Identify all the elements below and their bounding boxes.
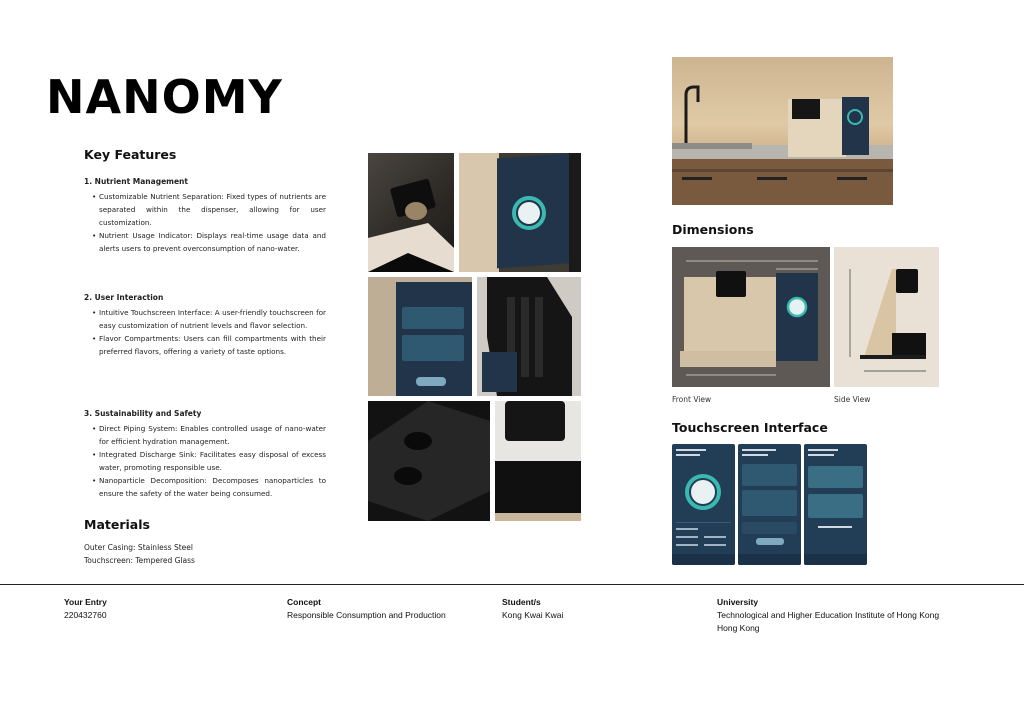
feature-item: • Intuitive Touchscreen Interface: A user-friendly touchscreen for easy customization of nutrient levels and flavor selection. [92,306,326,332]
front-view-drawing [672,247,830,387]
render-screen-angle [459,153,581,272]
entry-value: 220432760 [64,610,107,620]
feature-item: • Flavor Compartments: Users can fill compartments with their preferred flavors, offering a variety of taste options. [92,332,326,358]
render-compartments [477,277,581,396]
materials-heading: Materials [84,517,150,532]
screen-usage [672,444,735,565]
screen-settings [804,444,867,565]
feature-item: • Nanoparticle Decomposition: Decomposes nanoparticles to ensure the safety of the water being consumed. [92,474,326,500]
page-title: NANOMY [46,70,283,124]
footer-divider [0,584,1024,585]
feature-group-3 [84,407,326,500]
render-sink-tray [495,401,581,521]
students-label: Student/s [502,597,541,607]
material-line: Touchscreen: Tempered Glass [84,556,195,565]
side-view-drawing [834,247,939,387]
university-label: University [717,597,759,607]
footer-university [717,596,939,635]
feature-group-heading: 2. User Interaction [84,293,164,302]
key-features-heading: Key Features [84,147,177,162]
render-screen-front [368,277,472,396]
footer-students [502,596,563,622]
render-compartment-top [368,401,490,521]
feature-item: • Direct Piping System: Enables controlled usage of nano-water for efficient hydration management. [92,422,326,448]
side-view-caption: Side View [834,395,871,404]
kitchen-photo [672,57,893,205]
footer-concept [287,596,446,622]
feature-group-heading: 3. Sustainability and Safety [84,409,202,418]
concept-label: Concept [287,597,321,607]
feature-item: • Nutrient Usage Indicator: Displays real-time usage data and alerts users to prevent overconsumption of nano-water. [92,229,326,255]
footer-entry [64,596,107,622]
render-nozzle-closeup [368,153,454,272]
material-line: Outer Casing: Stainless Steel [84,543,193,552]
materials-list [84,541,195,567]
front-view-caption: Front View [672,395,712,404]
concept-value: Responsible Consumption and Production [287,610,446,620]
feature-item: • Customizable Nutrient Separation: Fixed types of nutrients are separated within the dispenser, allowing for user customization. [92,190,326,229]
screen-customize [738,444,801,565]
feature-group-heading: 1. Nutrient Management [84,177,188,186]
feature-group-1 [84,175,326,255]
feature-item: • Integrated Discharge Sink: Facilitates easy disposal of excess water, promoting responsible use. [92,448,326,474]
university-line-2: Hong Kong [717,623,760,633]
touchscreen-heading: Touchscreen Interface [672,420,828,435]
students-value: Kong Kwai Kwai [502,610,564,620]
feature-group-2 [84,291,326,358]
university-line-1: Technological and Higher Education Institute of Hong Kong [717,610,940,620]
entry-label: Your Entry [64,597,107,607]
dimensions-heading: Dimensions [672,222,754,237]
